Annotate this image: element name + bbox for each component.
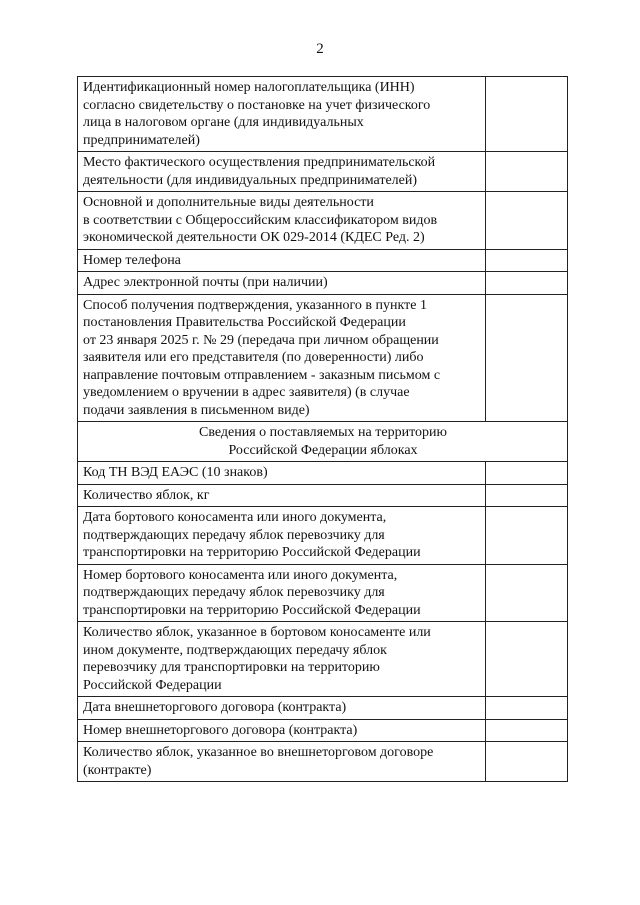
field-label-phone: Номер телефона <box>78 249 486 272</box>
table-row <box>78 272 568 295</box>
table-row <box>78 462 568 485</box>
table-row <box>78 507 568 565</box>
table-row <box>78 249 568 272</box>
table-row <box>78 697 568 720</box>
field-value-bill-of-lading-quantity[interactable] <box>486 622 568 697</box>
field-value-contract-quantity[interactable] <box>486 742 568 782</box>
field-value-contract-date[interactable] <box>486 697 568 720</box>
field-label-confirmation-method: Способ получения подтверждения, указанного в пункте 1 постановления Правительства Российской Федерации от 23 января 2025 г. № 29 (передача при личном обращении заявителя или его представителя (по доверенности) либо направление почтовым отправлением - заказным письмом с уведомлением о вручении в адрес заявителя) (в случае подачи заявления в письменном виде) <box>78 294 486 422</box>
field-label-contract-date: Дата внешнеторгового договора (контракта) <box>78 697 486 720</box>
field-label-email: Адрес электронной почты (при наличии) <box>78 272 486 295</box>
field-label-contract-number: Номер внешнеторгового договора (контракта) <box>78 719 486 742</box>
table-row <box>78 719 568 742</box>
field-label-hs-code: Код ТН ВЭД ЕАЭС (10 знаков) <box>78 462 486 485</box>
field-label-bill-of-lading-number: Номер бортового коносамента или иного документа, подтверждающих передачу яблок перевозчику для транспортировки на территорию Российской Федерации <box>78 564 486 622</box>
table-row <box>78 484 568 507</box>
field-label-apple-quantity: Количество яблок, кг <box>78 484 486 507</box>
field-value-apple-quantity[interactable] <box>486 484 568 507</box>
table-row <box>78 192 568 250</box>
table-row <box>78 564 568 622</box>
field-label-business-location: Место фактического осуществления предпринимательской деятельности (для индивидуальных предпринимателей) <box>78 152 486 192</box>
field-value-phone[interactable] <box>486 249 568 272</box>
page-number: 2 <box>316 41 324 57</box>
field-value-contract-number[interactable] <box>486 719 568 742</box>
field-label-bill-of-lading-quantity: Количество яблок, указанное в бортовом коносаменте или ином документе, подтверждающих передачу яблок перевозчику для транспортировки на территорию Российской Федерации <box>78 622 486 697</box>
field-label-activity-types: Основной и дополнительные виды деятельности в соответствии с Общероссийским классификатором видов экономической деятельности ОК 029-2014 (КДЕС Ред. 2) <box>78 192 486 250</box>
field-value-bill-of-lading-number[interactable] <box>486 564 568 622</box>
field-label-inn: Идентификационный номер налогоплательщика (ИНН) согласно свидетельству о постановке на учет физического лица в налоговом органе (для индивидуальных предпринимателей) <box>78 77 486 152</box>
field-value-activity-types[interactable] <box>486 192 568 250</box>
table-row <box>78 77 568 152</box>
field-value-business-location[interactable] <box>486 152 568 192</box>
field-label-bill-of-lading-date: Дата бортового коносамента или иного документа, подтверждающих передачу яблок перевозчику для транспортировки на территорию Российской Федерации <box>78 507 486 565</box>
section-header-row <box>78 422 568 462</box>
field-value-inn[interactable] <box>486 77 568 152</box>
field-label-contract-quantity: Количество яблок, указанное во внешнеторговом договоре (контракте) <box>78 742 486 782</box>
table-row <box>78 742 568 782</box>
field-value-hs-code[interactable] <box>486 462 568 485</box>
field-value-confirmation-method[interactable] <box>486 294 568 422</box>
section-header-apples: Сведения о поставляемых на территорию Российской Федерации яблоках <box>78 422 568 462</box>
field-value-email[interactable] <box>486 272 568 295</box>
table-row <box>78 294 568 422</box>
field-value-bill-of-lading-date[interactable] <box>486 507 568 565</box>
application-form-table <box>77 76 568 782</box>
table-row <box>78 152 568 192</box>
table-row <box>78 622 568 697</box>
